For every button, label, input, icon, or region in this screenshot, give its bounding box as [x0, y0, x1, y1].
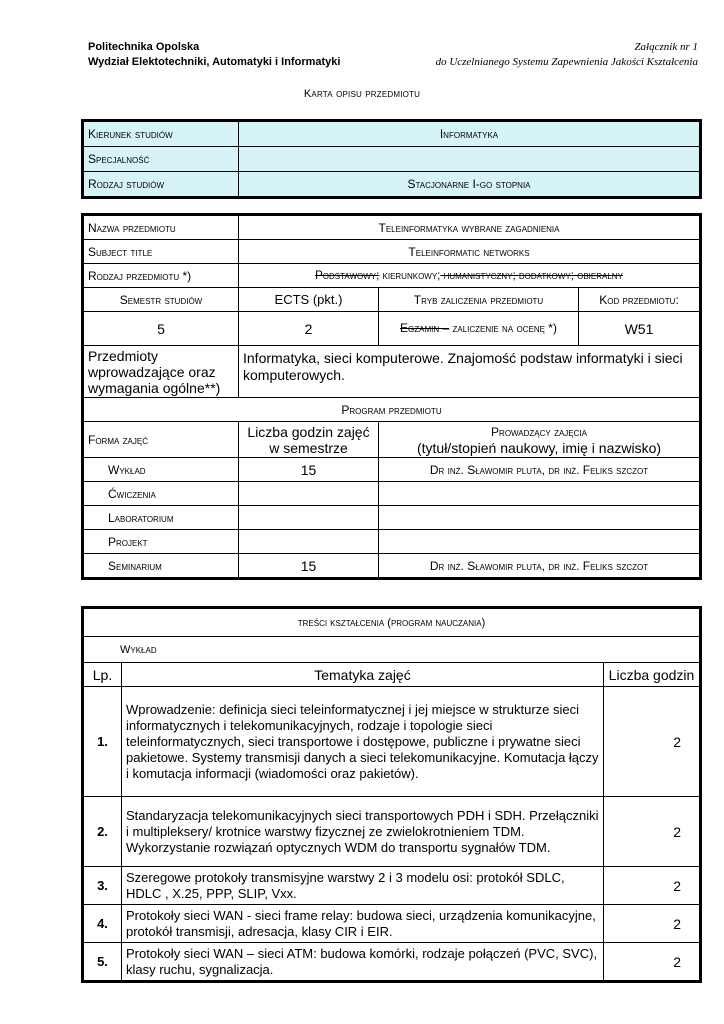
form-name: Ćwiczenia	[84, 482, 239, 506]
subject-title-value: Teleinformatic networks	[239, 240, 700, 264]
prereq-label: Przedmioty wprowadzające oraz wymagania ogólne**)	[84, 346, 239, 398]
prereq-value: Informatyka, sieci komputerowe. Znajomość podstaw informatyki i sieci komputerowych.	[239, 346, 700, 398]
form-name: Seminarium	[84, 554, 239, 578]
mode-label: Tryb zaliczenia przedmiotu	[379, 288, 579, 312]
table-row	[84, 797, 700, 867]
form-hours: 15	[239, 458, 379, 482]
table-row	[84, 422, 700, 458]
specialty-label: Specjalność	[84, 147, 239, 172]
form-teacher	[379, 530, 700, 554]
table-row	[84, 147, 700, 172]
row-topic: Protokoły sieci WAN - sieci frame relay: budowa sieci, urządzenia komunikacyjne, protokół transmisji, adresacja, klasy CIR i EIR.	[122, 905, 604, 943]
row-lp: 1.	[84, 687, 122, 797]
teacher-label	[379, 422, 700, 458]
document-header-right	[436, 40, 698, 70]
form-hours	[239, 530, 379, 554]
teacher-label-title: Prowadzący zajęcia	[491, 424, 587, 439]
content-table	[81, 606, 702, 983]
form-name: Laboratorium	[84, 506, 239, 530]
code-label: Kod przedmiotu:	[579, 288, 700, 312]
form-name: Projekt	[84, 530, 239, 554]
field-label: Kierunek studiów	[84, 122, 239, 147]
col-topic: Tematyka zajęć	[122, 663, 604, 687]
row-lp: 5.	[84, 943, 122, 981]
form-teacher: Dr inż. Sławomir pluta, dr inż. Feliks szczot	[379, 554, 700, 578]
row-topic: Szeregowe protokoły transmisyjne warstwy 2 i 3 modelu osi: protokół SDLC, HDLC , X.25, PPP, SLIP, Vxx.	[122, 867, 604, 905]
forms-label: Forma zajęć	[84, 422, 239, 458]
table-row	[84, 554, 700, 578]
table-row	[84, 482, 700, 506]
mode-active: zaliczenie na ocenę *)	[449, 321, 557, 335]
table-row	[84, 637, 700, 663]
study-type-value: Stacjonarne I-go stopnia	[239, 172, 700, 197]
table-row	[84, 905, 700, 943]
row-topic: Standaryzacja telekomunikacyjnych sieci transportowych PDH i SDH. Przełączniki i multipleksery/ krotnice warstwy fizycznej ze zwielokrotnieniem TDM. Wykorzystanie rozwiązań optycznych WDM do transportu sygnałów TDM.	[122, 797, 604, 867]
row-lp: 3.	[84, 867, 122, 905]
table-row	[84, 216, 700, 240]
teacher-label-subtitle: (tytuł/stopień naukowy, imię i nazwisko)	[416, 439, 662, 456]
specialty-value	[239, 147, 700, 172]
table-row	[84, 609, 700, 637]
content-section: Wykład	[84, 637, 700, 663]
subject-kind-value	[239, 264, 700, 288]
program-info-table	[81, 119, 702, 199]
table-row	[84, 506, 700, 530]
form-teacher: Dr inż. Sławomir pluta, dr inż. Feliks szczot	[379, 458, 700, 482]
program-header: Program przedmiotu	[84, 398, 700, 422]
row-hours: 2	[603, 687, 699, 797]
table-row	[84, 867, 700, 905]
hours-label: Liczba godzin zajęć w semestrze	[239, 422, 379, 458]
form-teacher	[379, 506, 700, 530]
study-type-label: Rodzaj studiów	[84, 172, 239, 197]
table-row	[84, 172, 700, 197]
row-hours: 2	[603, 797, 699, 867]
code-value: W51	[579, 312, 700, 346]
ects-label: ECTS (pkt.)	[239, 288, 379, 312]
subject-name-value: Teleinformatyka wybrane zagadnienia	[239, 216, 700, 240]
table-row	[84, 264, 700, 288]
row-lp: 4.	[84, 905, 122, 943]
table-row	[84, 458, 700, 482]
row-topic: Protokoły sieci WAN – sieci ATM: budowa komórki, rodzaje połączeń (PVC, SVC), klasy ruchu, sygnalizacja.	[122, 943, 604, 981]
attachment-label: Załącznik nr 1	[634, 41, 698, 53]
table-row	[84, 943, 700, 981]
semester-value: 5	[84, 312, 239, 346]
document-header-left	[88, 40, 340, 70]
row-lp: 2.	[84, 797, 122, 867]
row-hours: 2	[603, 905, 699, 943]
table-row	[84, 663, 700, 687]
document-title: Karta opisu przedmiotu	[303, 88, 421, 100]
table-row	[84, 312, 700, 346]
row-hours: 2	[603, 867, 699, 905]
table-row	[84, 122, 700, 147]
attachment-description: do Uczelnianego Systemu Zapewnienia Jakości Kształcenia	[435, 56, 698, 68]
university-name: Politechnika Opolska	[88, 41, 200, 53]
table-row	[84, 530, 700, 554]
semester-label: Semestr studiów	[84, 288, 239, 312]
table-row	[84, 687, 700, 797]
faculty-name: Wydział Elektotechniki, Automatyki i Informatyki	[88, 56, 341, 68]
form-hours	[239, 506, 379, 530]
kind-active: kierunkowy;	[379, 269, 441, 282]
mode-value	[379, 312, 579, 346]
ects-value: 2	[239, 312, 379, 346]
col-lp: Lp.	[84, 663, 122, 687]
table-row	[84, 346, 700, 398]
subject-kind-label: Rodzaj przedmiotu *)	[84, 264, 239, 288]
form-hours: 15	[239, 554, 379, 578]
row-topic: Wprowadzenie: definicja sieci teleinformatycznej i jej miejsce w strukturze sieci informatycznych i telekomunikacyjnych, rodzaje i topologie sieci teleinformatycznych, sieci transportowe i dostępowe, publiczne i prywatne sieci pakietowe. Systemy transmisji danych a sieci telekomunikacyjne. Komutacja łączy i komutacja informacji (wiadomości oraz pakietów).	[122, 687, 604, 797]
field-value: Informatyka	[239, 122, 700, 147]
form-hours	[239, 482, 379, 506]
col-hours: Liczba godzin	[603, 663, 699, 687]
subject-title-label: Subject title	[84, 240, 239, 264]
table-row	[84, 398, 700, 422]
row-hours: 2	[603, 943, 699, 981]
table-row	[84, 240, 700, 264]
subject-name-label: Nazwa przedmiotu	[84, 216, 239, 240]
subject-info-table	[81, 213, 702, 580]
form-teacher	[379, 482, 700, 506]
mode-struck-exam: Egzamin –	[400, 321, 450, 335]
table-row	[84, 288, 700, 312]
form-name: Wykład	[84, 458, 239, 482]
content-header: treści kształcenia (program nauczania)	[84, 609, 700, 637]
kind-struck-basic: Podstawowy;	[315, 269, 380, 282]
kind-struck-other: humanistyczny; dodatkowy; obieralny	[440, 269, 623, 282]
